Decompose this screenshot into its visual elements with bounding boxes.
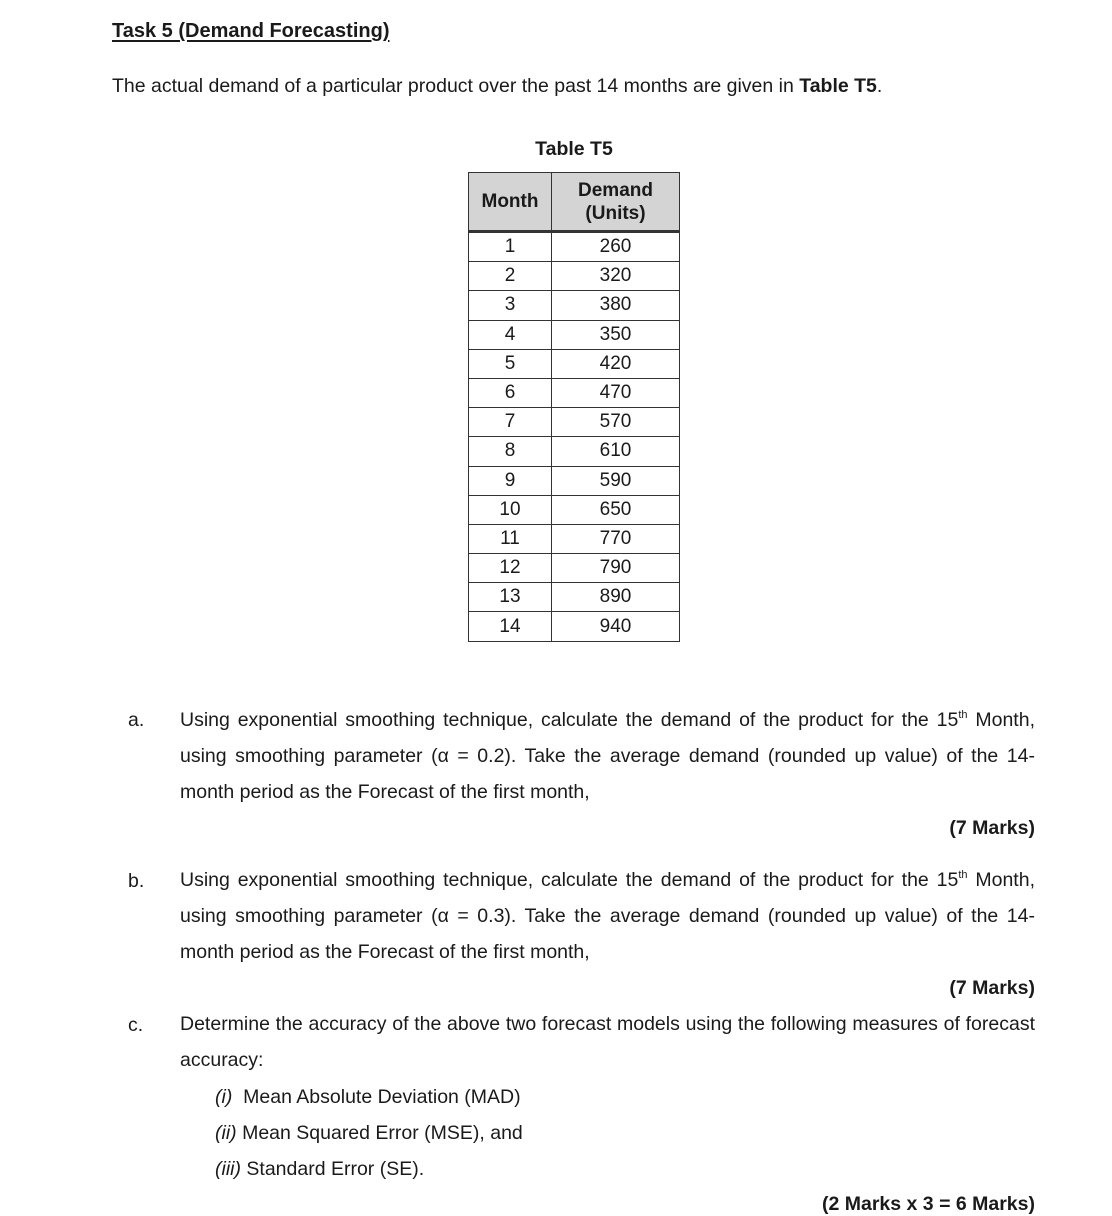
month-cell: 13 xyxy=(469,583,552,612)
demand-table xyxy=(468,172,680,642)
measure-text: Mean Absolute Deviation (MAD) xyxy=(243,1086,521,1108)
demand-cell: 320 xyxy=(552,262,680,291)
demand-cell: 570 xyxy=(552,408,680,437)
month-cell: 4 xyxy=(469,320,552,349)
table-row xyxy=(469,262,680,291)
intro-text: The actual demand of a particular product over the past 14 months are given in xyxy=(112,75,800,97)
question-a-label: a. xyxy=(128,709,145,731)
question-c-marks: (2 Marks x 3 = 6 Marks) xyxy=(822,1193,1035,1215)
measure-text: Standard Error (SE). xyxy=(246,1158,425,1180)
month-cell: 6 xyxy=(469,378,552,407)
table-row xyxy=(469,612,680,641)
table-row xyxy=(469,408,680,437)
header-demand-label: Demand (Units) xyxy=(578,179,653,224)
question-a-text-end: Month, using smoothing parameter (α = 0.2). Take the average demand (rounded up value) of the 14-month period as the Forecast of the first month, xyxy=(180,709,1035,803)
demand-cell: 590 xyxy=(552,466,680,495)
table-row xyxy=(469,378,680,407)
table-row xyxy=(469,495,680,524)
question-b-ordinal: th xyxy=(958,869,968,881)
demand-cell: 610 xyxy=(552,437,680,466)
demand-cell: 380 xyxy=(552,291,680,320)
demand-cell: 770 xyxy=(552,524,680,553)
month-cell: 7 xyxy=(469,408,552,437)
month-cell: 2 xyxy=(469,262,552,291)
demand-cell: 470 xyxy=(552,378,680,407)
question-b-text-start: Using exponential smoothing technique, calculate the demand of the product for the 15 xyxy=(180,869,959,891)
task-heading: Task 5 (Demand Forecasting) xyxy=(112,20,390,42)
demand-cell: 890 xyxy=(552,583,680,612)
question-a-ordinal: th xyxy=(958,709,968,721)
table-row xyxy=(469,291,680,320)
measure-number: (i) xyxy=(215,1086,233,1108)
table-row xyxy=(469,524,680,553)
demand-cell: 650 xyxy=(552,495,680,524)
question-c-text: Determine the accuracy of the above two forecast models using the following measures of forecast accuracy: xyxy=(180,1013,1035,1071)
table-row xyxy=(469,232,680,262)
month-cell: 1 xyxy=(469,232,552,262)
month-cell: 14 xyxy=(469,612,552,641)
header-demand xyxy=(552,173,680,232)
intro-end: . xyxy=(876,75,883,97)
question-b-text-end: Month, using smoothing parameter (α = 0.3). Take the average demand (rounded up value) of the 14-month period as the Forecast of the first month, xyxy=(180,869,1035,963)
table-row xyxy=(469,583,680,612)
intro-table-ref: Table T5 xyxy=(799,75,877,97)
table-header-row xyxy=(469,173,680,232)
question-a-marks: (7 Marks) xyxy=(949,817,1035,839)
measure-item xyxy=(215,1086,521,1109)
question-b-marks: (7 Marks) xyxy=(949,977,1035,999)
table-caption: Table T5 xyxy=(535,138,613,160)
question-c-label: c. xyxy=(128,1014,144,1036)
demand-cell: 790 xyxy=(552,554,680,583)
measure-number: (iii) xyxy=(215,1158,241,1180)
question-a-text xyxy=(180,702,1035,810)
table-row xyxy=(469,349,680,378)
table-row xyxy=(469,554,680,583)
table-row xyxy=(469,437,680,466)
month-cell: 10 xyxy=(469,495,552,524)
table-row xyxy=(469,320,680,349)
measure-number: (ii) xyxy=(215,1122,237,1144)
month-cell: 11 xyxy=(469,524,552,553)
measure-text: Mean Squared Error (MSE), and xyxy=(242,1122,523,1144)
month-cell: 9 xyxy=(469,466,552,495)
month-cell: 8 xyxy=(469,437,552,466)
month-cell: 3 xyxy=(469,291,552,320)
measure-item xyxy=(215,1122,523,1145)
question-a-text-start: Using exponential smoothing technique, calculate the demand of the product for the 15 xyxy=(180,709,959,731)
intro-paragraph xyxy=(112,75,882,98)
question-b-label: b. xyxy=(128,870,145,892)
month-cell: 5 xyxy=(469,349,552,378)
demand-cell: 260 xyxy=(552,232,680,262)
demand-cell: 350 xyxy=(552,320,680,349)
table-row xyxy=(469,466,680,495)
question-b-text xyxy=(180,862,1035,970)
month-cell: 12 xyxy=(469,554,552,583)
measure-item xyxy=(215,1158,424,1181)
demand-cell: 940 xyxy=(552,612,680,641)
header-month: Month xyxy=(469,173,552,232)
demand-cell: 420 xyxy=(552,349,680,378)
